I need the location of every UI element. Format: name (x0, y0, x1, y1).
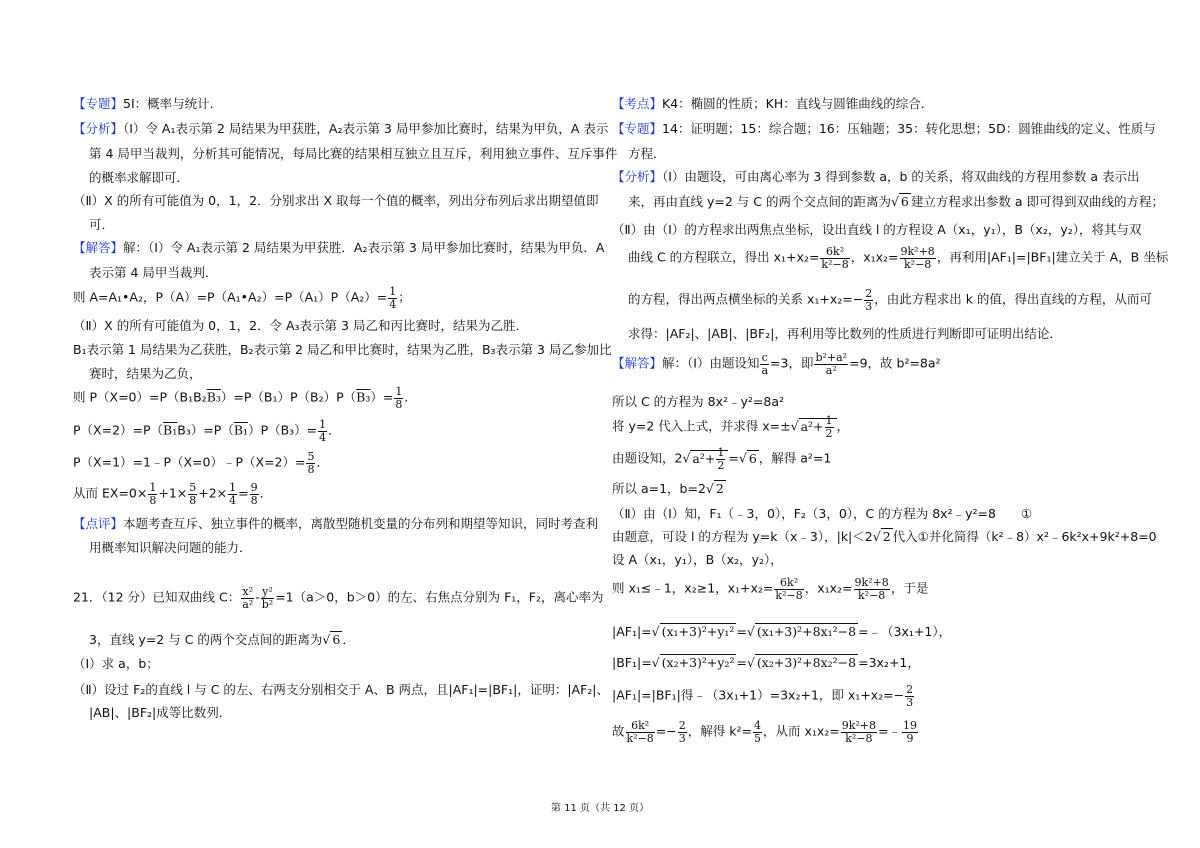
denominator: 4 (389, 297, 397, 311)
answer-line (612, 720, 919, 744)
sqrt-radicand: (x₁+3)²+y₁² (661, 624, 735, 639)
answer-text: 故 (612, 723, 625, 739)
answer-text: ，x₁x₂= (804, 580, 853, 596)
sqrt-radicand: 6 (900, 194, 909, 209)
knowledge-point-text: K4：椭圆的性质；KH：直线与圆锥曲线的综合． (662, 96, 934, 111)
answer-text: ，解得 a²=1 (758, 450, 832, 466)
answer-text: 代入①并化简得（k²﹣8）x²﹣6k²x+9k²+8=0 (892, 529, 1157, 544)
numerator: 5 (307, 450, 315, 463)
review-tag: 【点评】 (73, 516, 124, 531)
answer-text: 将 y=2 代入上式，并求得 x=± (612, 418, 791, 434)
sqrt-radicand: a²+ (800, 418, 824, 434)
denominator: 5 (753, 731, 761, 745)
numerator: 1 (229, 481, 237, 494)
denominator: 8 (395, 397, 403, 411)
answer-text: ，解得 k²= (687, 723, 752, 739)
numerator: 6k² (820, 246, 849, 259)
answer-text: 则 x₁≤﹣1，x₂≥1，x₁+x₂= (612, 580, 774, 596)
equation-text: B₃）=P（ (177, 422, 234, 438)
equation-text: ． (328, 422, 341, 438)
answer-text: |AF₁|=|BF₁|得﹣（3x₁+1）=3x₂+1，即 x₁+x₂=− (612, 687, 905, 703)
denominator: 2 (717, 458, 725, 472)
denominator: 3 (678, 731, 686, 745)
equation-text: 则 A=A₁•A₂，P（A）=P（A₁•A₂）=P（A₁）P（A₂）= (73, 289, 388, 305)
equation-line (73, 419, 341, 443)
denominator: k²−8 (858, 588, 886, 602)
analysis-text: （Ⅱ）X 的所有可能值为 0，1，2．分别求出 X 取每一个值的概率，列出分布列后求出期望值即 (73, 193, 599, 208)
denominator: k²−8 (845, 731, 873, 745)
denominator: b² (261, 597, 274, 611)
sqrt-radicand: (x₁+3)²+8x₁²−8 (756, 624, 857, 639)
numerator: 2 (906, 683, 914, 696)
fraction (753, 720, 762, 744)
answer-line: |AF₁|=√ (x₁+3)²+y₁² =√ (x₁+3)²+8x₁²−8 =﹣（3x₁+1）， (612, 624, 952, 639)
numerator: 1 (825, 414, 833, 427)
answer-text: ， (836, 418, 850, 434)
answer-text: |BF₁|= (612, 655, 652, 670)
fraction (241, 586, 254, 610)
answer-text: =﹣ (878, 723, 902, 739)
question-text: 3，直线 y=2 与 C 的两个交点间的距离为 (89, 632, 323, 647)
topic-tag: 【专题】 (612, 121, 663, 136)
equation-line (73, 286, 411, 310)
sqrt-radicand: 2 (882, 529, 891, 544)
answer-line (612, 352, 941, 376)
numerator: 9k²+8 (900, 245, 935, 258)
numerator: 9k²+8 (854, 576, 889, 589)
denominator: k²−8 (821, 257, 849, 271)
equation-text: P（X=2）=P（ (73, 422, 164, 438)
answer-text: ，于是 (890, 580, 929, 596)
question-text-line: 3，直线 y=2 与 C 的两个交点间的距离为√ 6 ． (89, 632, 355, 647)
equation-text: +2× (198, 485, 228, 501)
denominator: a² (242, 597, 254, 611)
page-footer: 第 11 页（共 12 页） (550, 803, 650, 814)
sqrt-radicand: (x₂+3)²+8x₂²−8 (756, 655, 857, 670)
answer-text: 所以 C 的方程为 8x²﹣y²=8a² (612, 394, 785, 409)
answer-text: 由题设知，2 (612, 450, 683, 466)
answer-text: =9，故 b²=8a² (849, 355, 941, 371)
topic-text: 5I：概率与统计． (123, 96, 223, 111)
analysis-tag: 【分析】 (612, 169, 663, 184)
equation-text: ； (398, 289, 411, 305)
denominator: 9 (906, 731, 914, 745)
fraction (394, 386, 403, 410)
answer-line (73, 240, 604, 256)
answer-text: （Ⅱ）由（Ⅰ）知，F₁（﹣3，0），F₂（3，0），C 的方程为 8x²﹣y²=8 ① (612, 506, 1033, 521)
answer-text: B₁表示第 1 局结果为乙获胜，B₂表示第 2 局乙和甲比赛时，结果为乙胜，B₃表示第 3 局乙参加比 (73, 342, 612, 357)
sqrt-radicand: (x₂+3)²+y₂² (661, 655, 735, 670)
equation-text: ． (259, 485, 273, 501)
sqrt-radicand: 6 (332, 632, 341, 647)
fraction (318, 419, 327, 443)
numerator: x² (242, 585, 254, 598)
analysis-text: （Ⅰ）令 A₁表示第 2 局结果为甲获胜，A₂表示第 3 局甲参加比赛时，结果为甲负，A 表示 (123, 121, 609, 136)
analysis-text: ，再利用|AF₁|=|BF₁|建立关于 A，B 坐标 (936, 249, 1169, 265)
analysis-text: ，由此方程求出 k 的值，得出直线的方程，从而可 (874, 291, 1152, 307)
answer-text: 解：（Ⅰ）令 A₁表示第 2 局结果为甲获胜．A₂表示第 3 局甲参加比赛时，结果为甲负．A (123, 240, 605, 255)
answer-tag: 【解答】 (73, 240, 124, 255)
numerator: 1 (717, 446, 725, 459)
numerator: 4 (753, 719, 761, 732)
question-text: （Ⅱ）设过 F₂的直线 l 与 C 的左、右两支分别相交于 A、B 两点，且|AF₁|=|BF₁|，证明：|AF₂|、 (73, 682, 610, 697)
fraction (820, 246, 849, 270)
fraction (678, 720, 687, 744)
denominator: 8 (250, 493, 258, 507)
fraction (900, 246, 936, 270)
denominator: k²−8 (904, 257, 932, 271)
analysis-text: ，x₁x₂= (850, 249, 899, 265)
answer-text: ，从而 x₁x₂= (762, 723, 840, 739)
denominator: k²−8 (626, 731, 654, 745)
analysis-text: 的方程，得出两点横坐标的关系 x₁+x₂=− (628, 291, 864, 307)
answer-text: （Ⅱ）X 的所有可能值为 0，1，2．令 A₃表示第 3 局乙和丙比赛时，结果为乙胜． (73, 318, 528, 333)
topic-text: 14：证明题；15：综合题；16：压轴题；35：转化思想；5D：圆锥曲线的定义、性质与 (662, 121, 1156, 136)
equation-text: +1× (158, 485, 188, 501)
answer-line (612, 684, 915, 708)
fraction (716, 447, 725, 471)
question-text: （Ⅰ）求 a，b； (73, 656, 159, 671)
equation-text: P（X=1）=1﹣P（X=0）﹣P（X=2）= (73, 454, 306, 470)
analysis-line: 来，再由直线 y=2 与 C 的两个交点间的距离为√ 6 建立方程求出参数 a 即可得到双曲线的方程； (628, 194, 1164, 209)
numerator: 19 (903, 719, 918, 732)
answer-text: =3x₂+1， (858, 655, 920, 670)
sqrt-radicand: a²+ (692, 450, 716, 466)
question-text: =1（a＞0，b＞0）的左、右焦点分别为 F₁，F₂，离心率为 (275, 589, 604, 605)
fraction (774, 577, 803, 601)
numerator: b²+a² (815, 351, 848, 364)
fraction (854, 577, 890, 601)
equation-line (73, 386, 417, 410)
answer-text: 由题意，可设 l 的方程为 y=k（x﹣3），|k|＜2 (612, 529, 873, 544)
sqrt-radicand: 2 (715, 481, 724, 496)
denominator: 3 (906, 695, 914, 709)
answer-tag: 【解答】 (612, 355, 663, 371)
numerator: 1 (389, 285, 397, 298)
equation-line (73, 451, 329, 475)
fraction (905, 684, 914, 708)
fraction (864, 288, 873, 312)
answer-text: = (736, 624, 747, 639)
equation-text: 则 P（X=0）=P（B₁B₂ (73, 389, 207, 405)
equation-text: ． (316, 454, 329, 470)
analysis-text: 曲线 C 的方程联立，得出 x₁+x₂= (628, 249, 820, 265)
analysis-line (73, 121, 608, 137)
equation-text: ）=P（B₁）P（B₂）P（ (220, 389, 357, 405)
answer-line: 由题设知，2√ a²+ $\frac{1}{2}$ =√ 6 ，解得 a²=1 (612, 446, 832, 472)
fraction (388, 286, 397, 310)
analysis-text: （Ⅱ）由（Ⅰ）的方程求出两焦点坐标，设出直线 l 的方程设 A（x₁，y₁），B（x₂，y₂），将其与双 (612, 222, 1142, 237)
fraction (626, 720, 655, 744)
numerator: 2 (865, 287, 873, 300)
numerator: 1 (149, 481, 157, 494)
answer-text: 解：（Ⅰ）由题设知 (662, 355, 760, 371)
question-text: ． (342, 632, 355, 647)
review-text: 本题考查互斥、独立事件的概率，离散型随机变量的分布列和期望等知识，同时考查利 (123, 516, 599, 531)
fraction (250, 482, 259, 506)
numerator: 6k² (774, 577, 803, 590)
fraction (841, 720, 877, 744)
sqrt-radicand: 6 (748, 450, 757, 466)
denominator: a (761, 363, 769, 377)
fraction (188, 482, 197, 506)
complement-event: B₁ (163, 422, 178, 438)
review-text: 用概率知识解决问题的能力． (89, 540, 252, 555)
analysis-line (612, 169, 1140, 185)
numerator: 5 (189, 481, 197, 494)
topic-line (612, 121, 1156, 137)
denominator: 3 (865, 299, 873, 313)
analysis-text: 的概率求解即可． (89, 170, 190, 185)
fraction (261, 586, 274, 610)
answer-text: = (728, 450, 739, 466)
topic-tag: 【专题】 (73, 96, 124, 111)
answer-line: |BF₁|=√ (x₂+3)²+y₂² =√ (x₂+3)²+8x₂²−8 =3x₂+1， (612, 655, 920, 670)
question-text: - (255, 589, 260, 605)
numerator: 9k²+8 (841, 719, 877, 732)
analysis-text: 来，再由直线 y=2 与 C 的两个交点间的距离为 (628, 194, 891, 209)
answer-text: =﹣（3x₁+1）， (858, 624, 952, 639)
denominator: k²−8 (775, 588, 803, 602)
equation-text: 从而 EX=0× (73, 485, 148, 501)
analysis-text: 建立方程求出参数 a 即可得到双曲线的方程； (910, 194, 1164, 209)
complement-event: B₃ (356, 389, 371, 405)
review-line (73, 516, 598, 532)
equation-text: ）= (370, 389, 394, 405)
answer-text: =− (655, 723, 677, 739)
analysis-text: 可． (89, 217, 115, 232)
knowledge-point-line (612, 96, 933, 112)
answer-line: 所以 a=1，b=2√ 2 (612, 481, 724, 496)
denominator: 2 (825, 426, 833, 440)
answer-text: 所以 a=1，b=2 (612, 481, 706, 496)
numerator: 6k² (626, 720, 655, 733)
answer-line: 将 y=2 代入上式，并求得 x=±√ a²+ $\frac{1}{2}$ ， (612, 414, 850, 440)
fraction (902, 720, 918, 744)
topic-text: 方程． (628, 146, 666, 161)
question-21-stem (73, 586, 604, 610)
answer-text: = (736, 655, 747, 670)
analysis-tag: 【分析】 (73, 121, 124, 136)
topic-line (73, 96, 222, 112)
equation-text: ）P（B₃）= (248, 422, 318, 438)
denominator: 4 (229, 493, 237, 507)
denominator: 8 (307, 462, 315, 476)
question-text: |AB|、|BF₂|成等比数列． (89, 705, 232, 720)
numerator: 9 (250, 481, 258, 494)
fraction (228, 482, 237, 506)
question-text: 21．（12 分）已知双曲线 C： (73, 589, 241, 605)
complement-event: B₃ (206, 389, 221, 405)
numerator: 2 (678, 719, 686, 732)
answer-text: 表示第 4 局甲当裁判． (89, 265, 218, 280)
denominator: 4 (319, 430, 327, 444)
numerator: y² (262, 585, 273, 598)
denominator: a² (825, 363, 837, 377)
answer-text: 设 A（x₁，y₁），B（x₂，y₂）， (612, 552, 783, 567)
fraction (760, 352, 769, 376)
knowledge-point-tag: 【考点】 (612, 96, 663, 111)
denominator: 8 (149, 493, 157, 507)
analysis-text: 第 4 局甲当裁判，分析其可能情况，每局比赛的结果相互独立且互斥，利用独立事件、互斥事件 (89, 146, 618, 161)
analysis-text: 求得：|AF₂|、|AB|、|BF₂|，再利用等比数列的性质进行判断即可证明出结论． (628, 326, 1062, 341)
answer-text: =3，即 (770, 355, 814, 371)
expectation-line (73, 482, 272, 506)
numerator: 1 (319, 418, 327, 431)
analysis-line (628, 246, 1168, 270)
answer-line: 由题意，可设 l 的方程为 y=k（x﹣3），|k|＜2√ 2 代入①并化简得（k²﹣8）x²﹣6k²x+9k²+8=0 (612, 529, 1157, 544)
answer-text: |AF₁|= (612, 624, 652, 639)
equation-text: = (238, 485, 249, 501)
fraction (814, 352, 848, 376)
numerator: c (761, 351, 768, 364)
fraction (148, 482, 157, 506)
numerator: 1 (395, 385, 403, 398)
fraction (825, 415, 834, 439)
complement-event: B₁ (233, 422, 249, 438)
answer-text: 赛时，结果为乙负， (89, 366, 202, 381)
denominator: 8 (189, 493, 197, 507)
analysis-line (628, 288, 1152, 312)
equation-text: ． (404, 389, 417, 405)
fraction (306, 451, 315, 475)
analysis-text: （Ⅰ）由题设，可由离心率为 3 得到参数 a，b 的关系，将双曲线的方程用参数 a 表示出 (662, 169, 1140, 184)
answer-line (612, 577, 928, 601)
